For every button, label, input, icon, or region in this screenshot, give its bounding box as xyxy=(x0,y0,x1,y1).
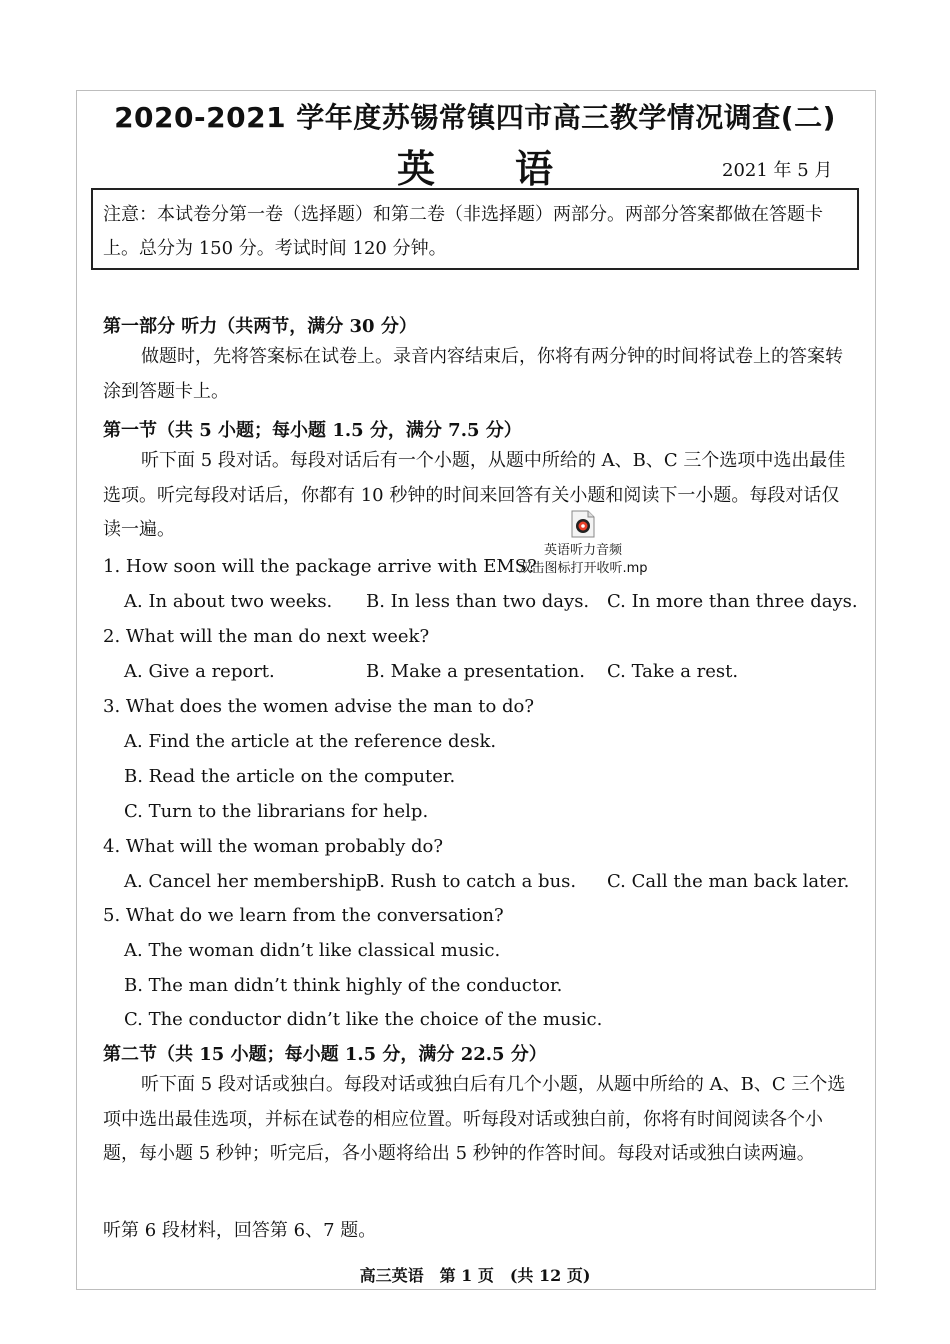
part1-heading: 第一部分 听力（共两节，满分 30 分） xyxy=(103,316,417,337)
q4-option-a: A. Cancel her membership. xyxy=(124,871,373,892)
notice-box: 注意：本试卷分第一卷（选择题）和第二卷（非选择题）两部分。两部分答案都做在答题卡上。总分为 150 分。考试时间 120 分钟。 xyxy=(91,188,859,270)
section1-heading: 第一节（共 5 小题；每小题 1.5 分，满分 7.5 分） xyxy=(103,420,522,441)
question-1: 1. How soon will the package arrive with EMS? xyxy=(103,556,537,577)
q5-option-c: C. The conductor didn’t like the choice of the music. xyxy=(124,1009,603,1030)
audio-label-line2: 双击图标打开收听.mp xyxy=(518,561,648,576)
page-footer: 高三英语 第 1 页 (共 12 页) xyxy=(359,1266,591,1285)
q4-option-c: C. Call the man back later. xyxy=(607,871,850,892)
q5-option-b: B. The man didn’t think highly of the conductor. xyxy=(124,975,563,996)
question-3: 3. What does the women advise the man to do? xyxy=(103,696,535,717)
q1-option-a: A. In about two weeks. xyxy=(124,591,333,612)
exam-title: 2020-2021 学年度苏锡常镇四市高三教学情况调查(二) xyxy=(114,101,836,134)
section2-heading: 第二节（共 15 小题；每小题 1.5 分，满分 22.5 分） xyxy=(103,1044,547,1065)
q1-option-b: B. In less than two days. xyxy=(366,591,590,612)
audio-label-line1: 英语听力音频 xyxy=(543,543,622,558)
question-5: 5. What do we learn from the conversation? xyxy=(103,905,504,926)
q3-option-a: A. Find the article at the reference desk. xyxy=(124,731,497,752)
q2-option-b: B. Make a presentation. xyxy=(366,661,585,682)
part1-intro: 做题时，先将答案标在试卷上。录音内容结束后，你将有两分钟的时间将试卷上的答案转涂到答题卡上。 xyxy=(103,346,843,402)
q1-option-c: C. In more than three days. xyxy=(607,591,858,612)
section2-intro: 听下面 5 段对话或独白。每段对话或独白后有几个小题，从题中所给的 A、B、C 三个选项中选出最佳选项，并标在试卷的相应位置。听每段对话或独白前，你将有时间阅读各个小题，每小题 5 秒钟；听完后，各小题将给出 5 秒钟的作答时间。每段对话或独白读两遍。 xyxy=(103,1074,846,1164)
q4-option-b: B. Rush to catch a bus. xyxy=(366,871,577,892)
section2-instruction: 听第 6 段材料，回答第 6、7 题。 xyxy=(103,1220,377,1241)
question-2: 2. What will the man do next week? xyxy=(103,626,430,647)
q2-option-c: C. Take a rest. xyxy=(607,661,739,682)
q2-option-a: A. Give a report. xyxy=(124,661,275,682)
question-4: 4. What will the woman probably do? xyxy=(103,836,444,857)
audio-file-icon[interactable] xyxy=(570,510,596,538)
q3-option-c: C. Turn to the librarians for help. xyxy=(124,801,429,822)
section1-intro: 听下面 5 段对话。每段对话后有一个小题，从题中所给的 A、B、C 三个选项中选出最佳选项。听完每段对话后，你都有 10 秒钟的时间来回答有关小题和阅读下一小题。每段对话仅读一遍。 xyxy=(103,450,846,540)
q5-option-a: A. The woman didn’t like classical music. xyxy=(124,940,501,961)
q3-option-b: B. Read the article on the computer. xyxy=(124,766,456,787)
exam-date: 2021 年 5 月 xyxy=(722,160,833,181)
exam-subject: 英语 xyxy=(396,147,633,191)
